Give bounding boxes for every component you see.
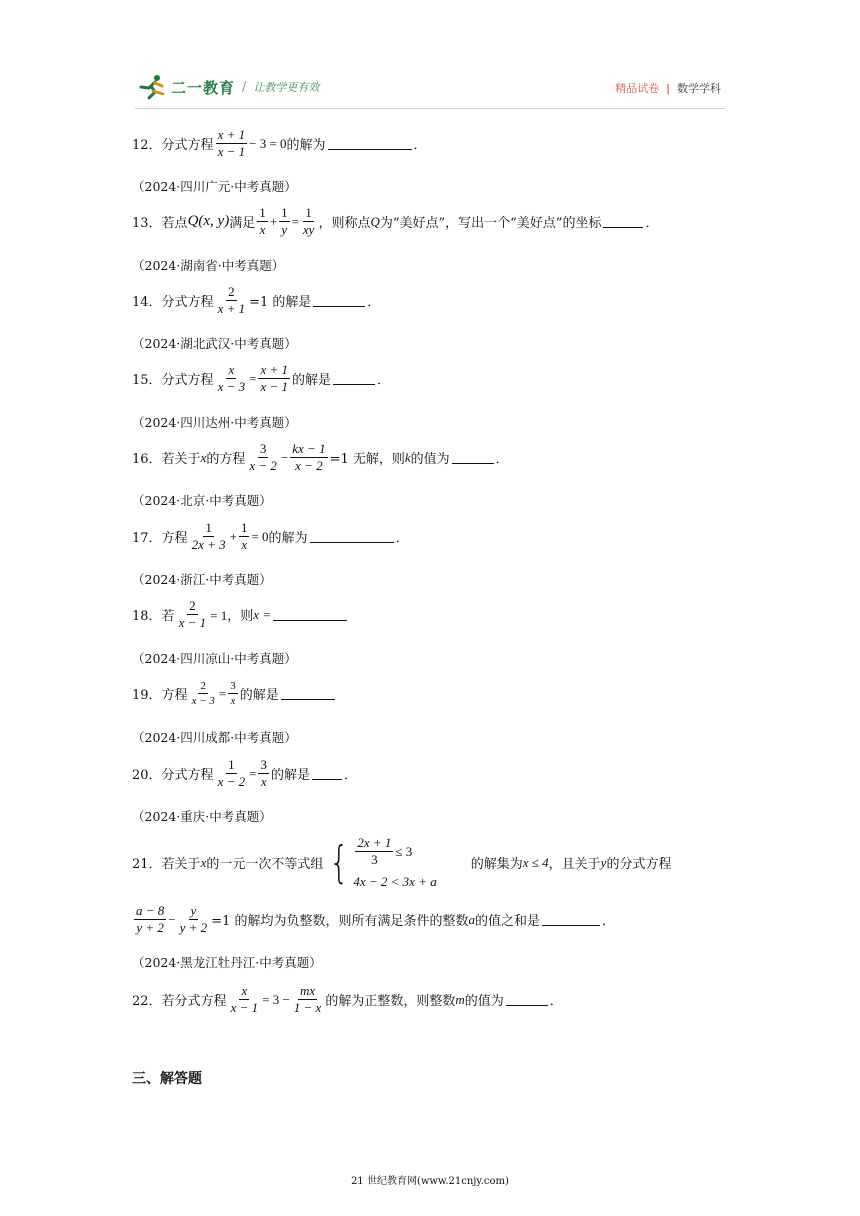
fraction: $\frac{3}{x}$ <box>260 757 267 790</box>
question-text: 若点 <box>161 216 188 232</box>
question-text: 的值之和是 <box>474 914 540 930</box>
question-number: 19． <box>132 688 162 704</box>
math-expression: 4x − 2 < 3x + a <box>353 873 437 889</box>
fraction: $\frac{x + 1}{x - 1}$ <box>260 362 288 395</box>
fraction: $\frac{2}{x - 3}$ <box>191 680 215 708</box>
question-number: 22． <box>132 994 162 1010</box>
divider: | <box>666 82 670 95</box>
label-premium-paper: 精品试卷 <box>615 82 660 95</box>
fraction: 3 x − 2 <box>249 441 277 474</box>
punctuation: ． <box>395 531 409 547</box>
question-text: 的分式方程 <box>606 857 672 873</box>
inequality-system <box>325 836 436 890</box>
question-text: 若分式方程 <box>161 994 227 1010</box>
question-16: 16． 若关于 x 的方程 3 x − 2 − $\frac{kx - 1}{x - 2}$ =1 无解，则 k 的值为 ． <box>132 441 509 474</box>
answer-blank[interactable] <box>603 215 643 228</box>
fraction: $\frac{2x + 1}{3}$ <box>357 835 392 868</box>
divider: / <box>242 79 247 95</box>
math-expression: x ≤ 4 <box>522 854 549 870</box>
question-text: 若 <box>161 609 175 625</box>
answer-blank[interactable] <box>542 913 600 926</box>
question-text: 的解是 <box>239 688 279 704</box>
question-21-line-2: a − 8 y + 2 − $\frac{y}{y + 2}$ =1 的解均为负整数，则所有满足条件的整数 a 的值之和是 ． <box>136 903 615 936</box>
question-text: 分式方程 <box>161 373 214 389</box>
section-title: 三、解答题 <box>132 1071 202 1087</box>
answer-blank[interactable] <box>452 451 494 464</box>
question-text: 分式方程 <box>161 138 214 154</box>
question-source: （2024·浙江·中考真题） <box>132 572 272 587</box>
fraction: x + 1 x − 1 <box>217 127 246 160</box>
page-header <box>135 72 725 106</box>
question-number: 16． <box>132 452 162 468</box>
question-text: 若关于 <box>161 857 201 873</box>
question-text: =1 的解均为负整数，则所有满足条件的整数 <box>211 914 469 930</box>
logo <box>135 74 319 100</box>
fraction: $\frac{1}{xy}$ <box>302 205 315 238</box>
question-18 <box>132 599 349 631</box>
fraction: $\frac{1}{y}$ <box>281 205 288 238</box>
question-text: 的解集为 <box>470 857 523 873</box>
fraction: $\frac{3}{x}$ <box>230 680 236 708</box>
question-number: 13． <box>132 216 162 232</box>
question-text: 分式方程 <box>161 295 214 311</box>
answer-blank[interactable] <box>333 372 375 385</box>
math-expression: x = <box>253 606 271 622</box>
question-text: 若关于 <box>161 452 201 468</box>
punctuation: ． <box>343 768 357 784</box>
math-variable: a <box>468 911 475 927</box>
question-source: （2024·黑龙江牡丹江·中考真题） <box>132 955 322 970</box>
question-text: 的一元一次不等式组 <box>206 857 324 873</box>
runner-logo-icon <box>135 74 169 100</box>
math-expression: Q(x, y) <box>187 213 230 230</box>
question-text: 为“美好点”，写出一个“美好点”的坐标 <box>379 216 602 232</box>
question-number: 17． <box>132 531 162 547</box>
math-variable: Q <box>370 213 380 229</box>
math-variable: k <box>404 449 411 465</box>
math-expression: ≤ 3 <box>395 843 413 859</box>
question-number: 15． <box>132 373 162 389</box>
header-labels <box>615 80 721 96</box>
question-text: 方程 <box>161 531 188 547</box>
fraction: $\frac{x}{x - 3}$ <box>217 362 246 395</box>
math-expression: − 3 = 0 <box>249 135 287 151</box>
question-text: =1 的解是 <box>249 295 312 311</box>
answer-blank[interactable] <box>273 608 347 621</box>
answer-blank[interactable] <box>313 294 365 307</box>
question-20: 20． 分式方程 $\frac{1}{x - 2}$ = $\frac{3}{x}$ 的解是 ． <box>132 757 357 790</box>
brace-icon: { <box>329 836 350 888</box>
punctuation: ． <box>367 295 381 311</box>
math-expression: = 1，则 <box>210 608 254 624</box>
fraction: $\frac{2}{x + 1}$ <box>217 284 246 317</box>
slogan: 让教学更有效 <box>253 81 320 94</box>
page-footer: 21 世纪教育网(www.21cnjy.com) <box>351 1176 509 1187</box>
question-source: （2024·湖南省·中考真题） <box>132 258 285 273</box>
punctuation: ． <box>413 138 427 154</box>
question-number: 12． <box>132 138 162 154</box>
answer-blank[interactable] <box>328 137 412 150</box>
brand-name: 二一教育 <box>171 78 236 97</box>
question-number: 21． <box>132 857 162 873</box>
question-text: 的值为 <box>464 994 504 1010</box>
answer-blank[interactable] <box>312 767 342 780</box>
question-source: （2024·四川成都·中考真题） <box>132 730 297 745</box>
question-14 <box>132 285 380 317</box>
question-text: 的解是 <box>270 768 310 784</box>
fraction: $\frac{x}{x - 1}$ <box>230 983 259 1016</box>
question-source: （2024·四川凉山·中考真题） <box>132 651 297 666</box>
fraction: $\frac{2}{x - 1}$ <box>178 598 207 631</box>
math-expression: = 0 <box>251 528 269 544</box>
fraction: $\frac{1}{x}$ <box>240 520 248 553</box>
math-variable: x <box>200 854 207 870</box>
answer-blank[interactable] <box>506 993 548 1006</box>
fraction: 1 2x + 3 <box>191 520 226 553</box>
punctuation: ． <box>601 914 615 930</box>
punctuation: ． <box>495 452 509 468</box>
fraction: $\frac{1}{x - 2}$ <box>217 757 246 790</box>
question-text: 方程 <box>161 688 188 704</box>
fraction: $\frac{mx}{1 - x}$ <box>293 983 322 1016</box>
label-subject: 数学学科 <box>677 82 721 95</box>
question-12 <box>132 128 427 160</box>
question-text: ，则称点 <box>318 216 371 232</box>
answer-blank[interactable] <box>310 530 394 543</box>
math-variable: y <box>600 854 607 870</box>
question-text: 的值为 <box>410 452 450 468</box>
question-13: 13． 若点 Q(x, y) 满足 1 x + $\frac{1}{y}$ = $\frac{1}{xy}$ ，则称点 Q 为“美好点”，写出一个“美好点”的坐标 ． <box>132 205 659 238</box>
question-number: 18． <box>132 609 162 625</box>
question-number: 20． <box>132 768 162 784</box>
question-text: 的解为 <box>268 531 308 547</box>
fraction: $\frac{kx - 1}{x - 2}$ <box>292 441 326 474</box>
question-15: 15． 分式方程 $\frac{x}{x - 3}$ = $\frac{x + 1}{x - 1}$ 的解是 ． <box>132 362 391 395</box>
question-source: （2024·湖北武汉·中考真题） <box>132 336 297 351</box>
question-17: 17． 方程 1 2x + 3 + $\frac{1}{x}$ = 0 的解为 ． <box>132 520 409 553</box>
fraction: 1 x <box>259 205 266 238</box>
punctuation: ． <box>549 994 563 1010</box>
question-22 <box>132 984 563 1016</box>
punctuation: ． <box>377 373 391 389</box>
question-text: 分式方程 <box>161 768 214 784</box>
question-text: 的解为正整数，则整数 <box>325 994 456 1010</box>
question-text: 的解为 <box>286 138 326 154</box>
question-text: 的方程 <box>206 452 246 468</box>
question-19: 19． 方程 $\frac{2}{x - 3}$ = $\frac{3}{x}$ 的解是 <box>132 680 337 707</box>
fraction: a − 8 y + 2 <box>136 903 165 936</box>
question-text: =1 无解，则 <box>329 452 405 468</box>
question-source: （2024·四川达州·中考真题） <box>132 415 297 430</box>
math-expression: = 3 − <box>262 991 290 1007</box>
fraction: $\frac{y}{y + 2}$ <box>179 903 208 936</box>
math-variable: m <box>455 991 465 1007</box>
question-text: 的解是 <box>292 373 332 389</box>
question-text: 满足 <box>229 216 256 232</box>
question-source: （2024·重庆·中考真题） <box>132 809 272 824</box>
question-source: （2024·北京·中考真题） <box>132 493 272 508</box>
question-source: （2024·四川广元·中考真题） <box>132 179 297 194</box>
punctuation: ． <box>645 216 659 232</box>
answer-blank[interactable] <box>281 687 335 700</box>
header-rule <box>135 108 725 109</box>
question-21 <box>132 836 671 890</box>
question-number: 14． <box>132 295 162 311</box>
math-variable: x <box>200 449 207 465</box>
question-text: ，且关于 <box>548 857 601 873</box>
